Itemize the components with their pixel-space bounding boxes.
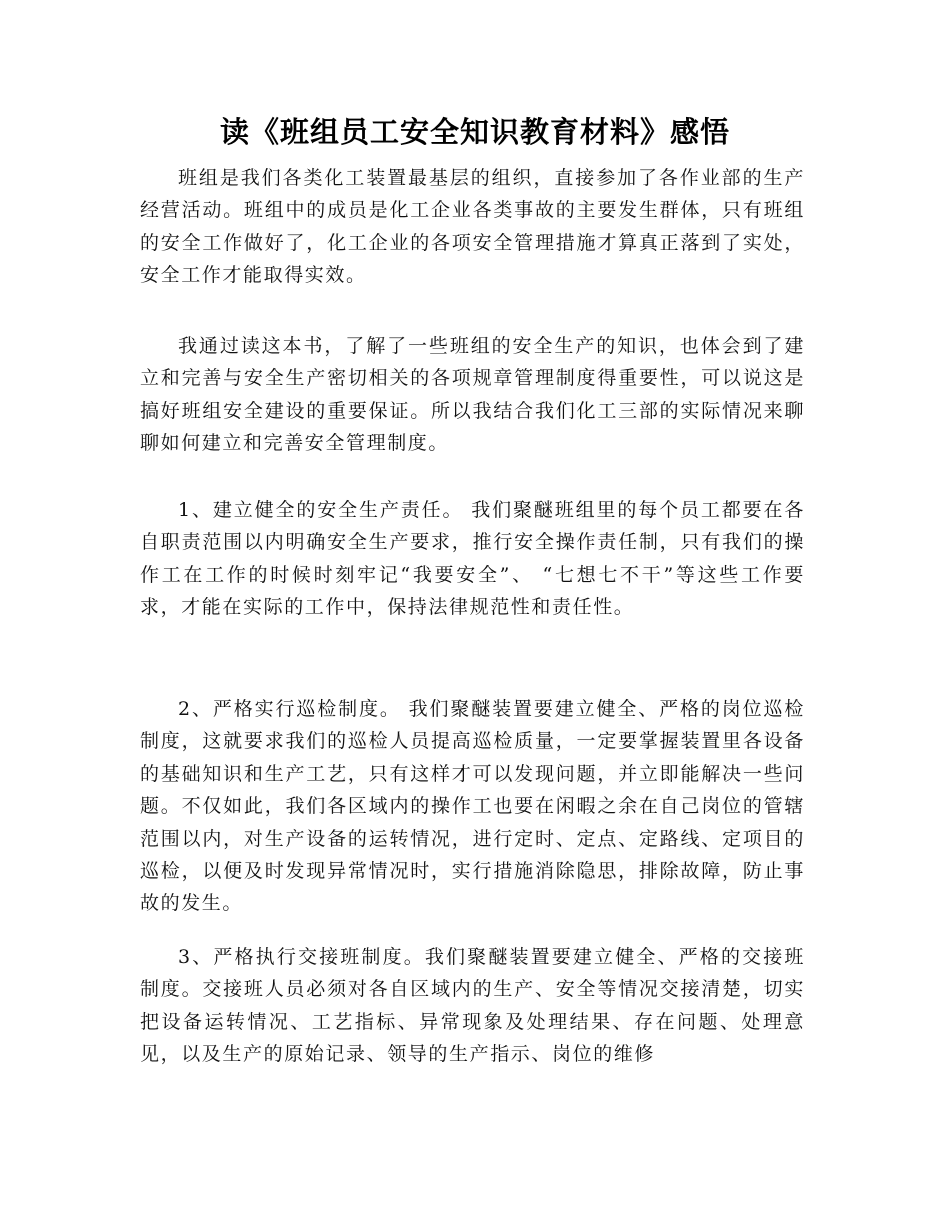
paragraph-point-3: 3、严格执行交接班制度。我们聚醚装置要建立健全、严格的交接班制度。交接班人员必须对各自区域内的生产、安全等情况交接清楚，切实把设备运转情况、工艺指标、异常现象及处理结果、存在问题、处理意见，以及生产的原始记录、领导的生产指示、岗位的维修 bbox=[140, 946, 805, 1066]
paragraph-point-2: 2、严格实行巡检制度。 我们聚醚装置要建立健全、严格的岗位巡检制度，这就要求我们的巡检人员提高巡检质量，一定要掌握装置里各设备的基础知识和生产工艺，只有这样才可以发现问题，并立即能解决一些问题。不仅如此，我们各区域内的操作工也要在闲暇之余在自己岗位的管辖范围以内，对生产设备的运转情况，进行定时、定点、定路线、定项目的巡检，以便及时发现异常情况时，实行措施消除隐思，排除故障，防止事故的发生。 bbox=[140, 698, 805, 915]
paragraph-point-1: 1、建立健全的安全生产责任。 我们聚醚班组里的每个员工都要在各自职责范围以内明确安全生产要求，推行安全操作责任制，只有我们的操作工在工作的时候时刻牢记“我要安全”、 “七想七不干”等这些工作要求，才能在实际的工作中，保持法律规范性和责任性。 bbox=[140, 499, 805, 619]
paragraph-reading-reflection: 我通过读这本书，了解了一些班组的安全生产的知识，也体会到了建立和完善与安全生产密切相关的各项规章管理制度得重要性，可以说这是搞好班组安全建设的重要保证。所以我结合我们化工三部的实际情况来聊聊如何建立和完善安全管理制度。 bbox=[140, 335, 805, 455]
paragraph-intro: 班组是我们各类化工装置最基层的组织，直接参加了各作业部的生产经营活动。班组中的成员是化工企业各类事故的主要发生群体，只有班组的安全工作做好了，化工企业的各项安全管理措施才算真正落到了实处，安全工作才能取得实效。 bbox=[140, 167, 805, 287]
document-title: 读《班组员工安全知识教育材料》感悟 bbox=[219, 115, 730, 149]
